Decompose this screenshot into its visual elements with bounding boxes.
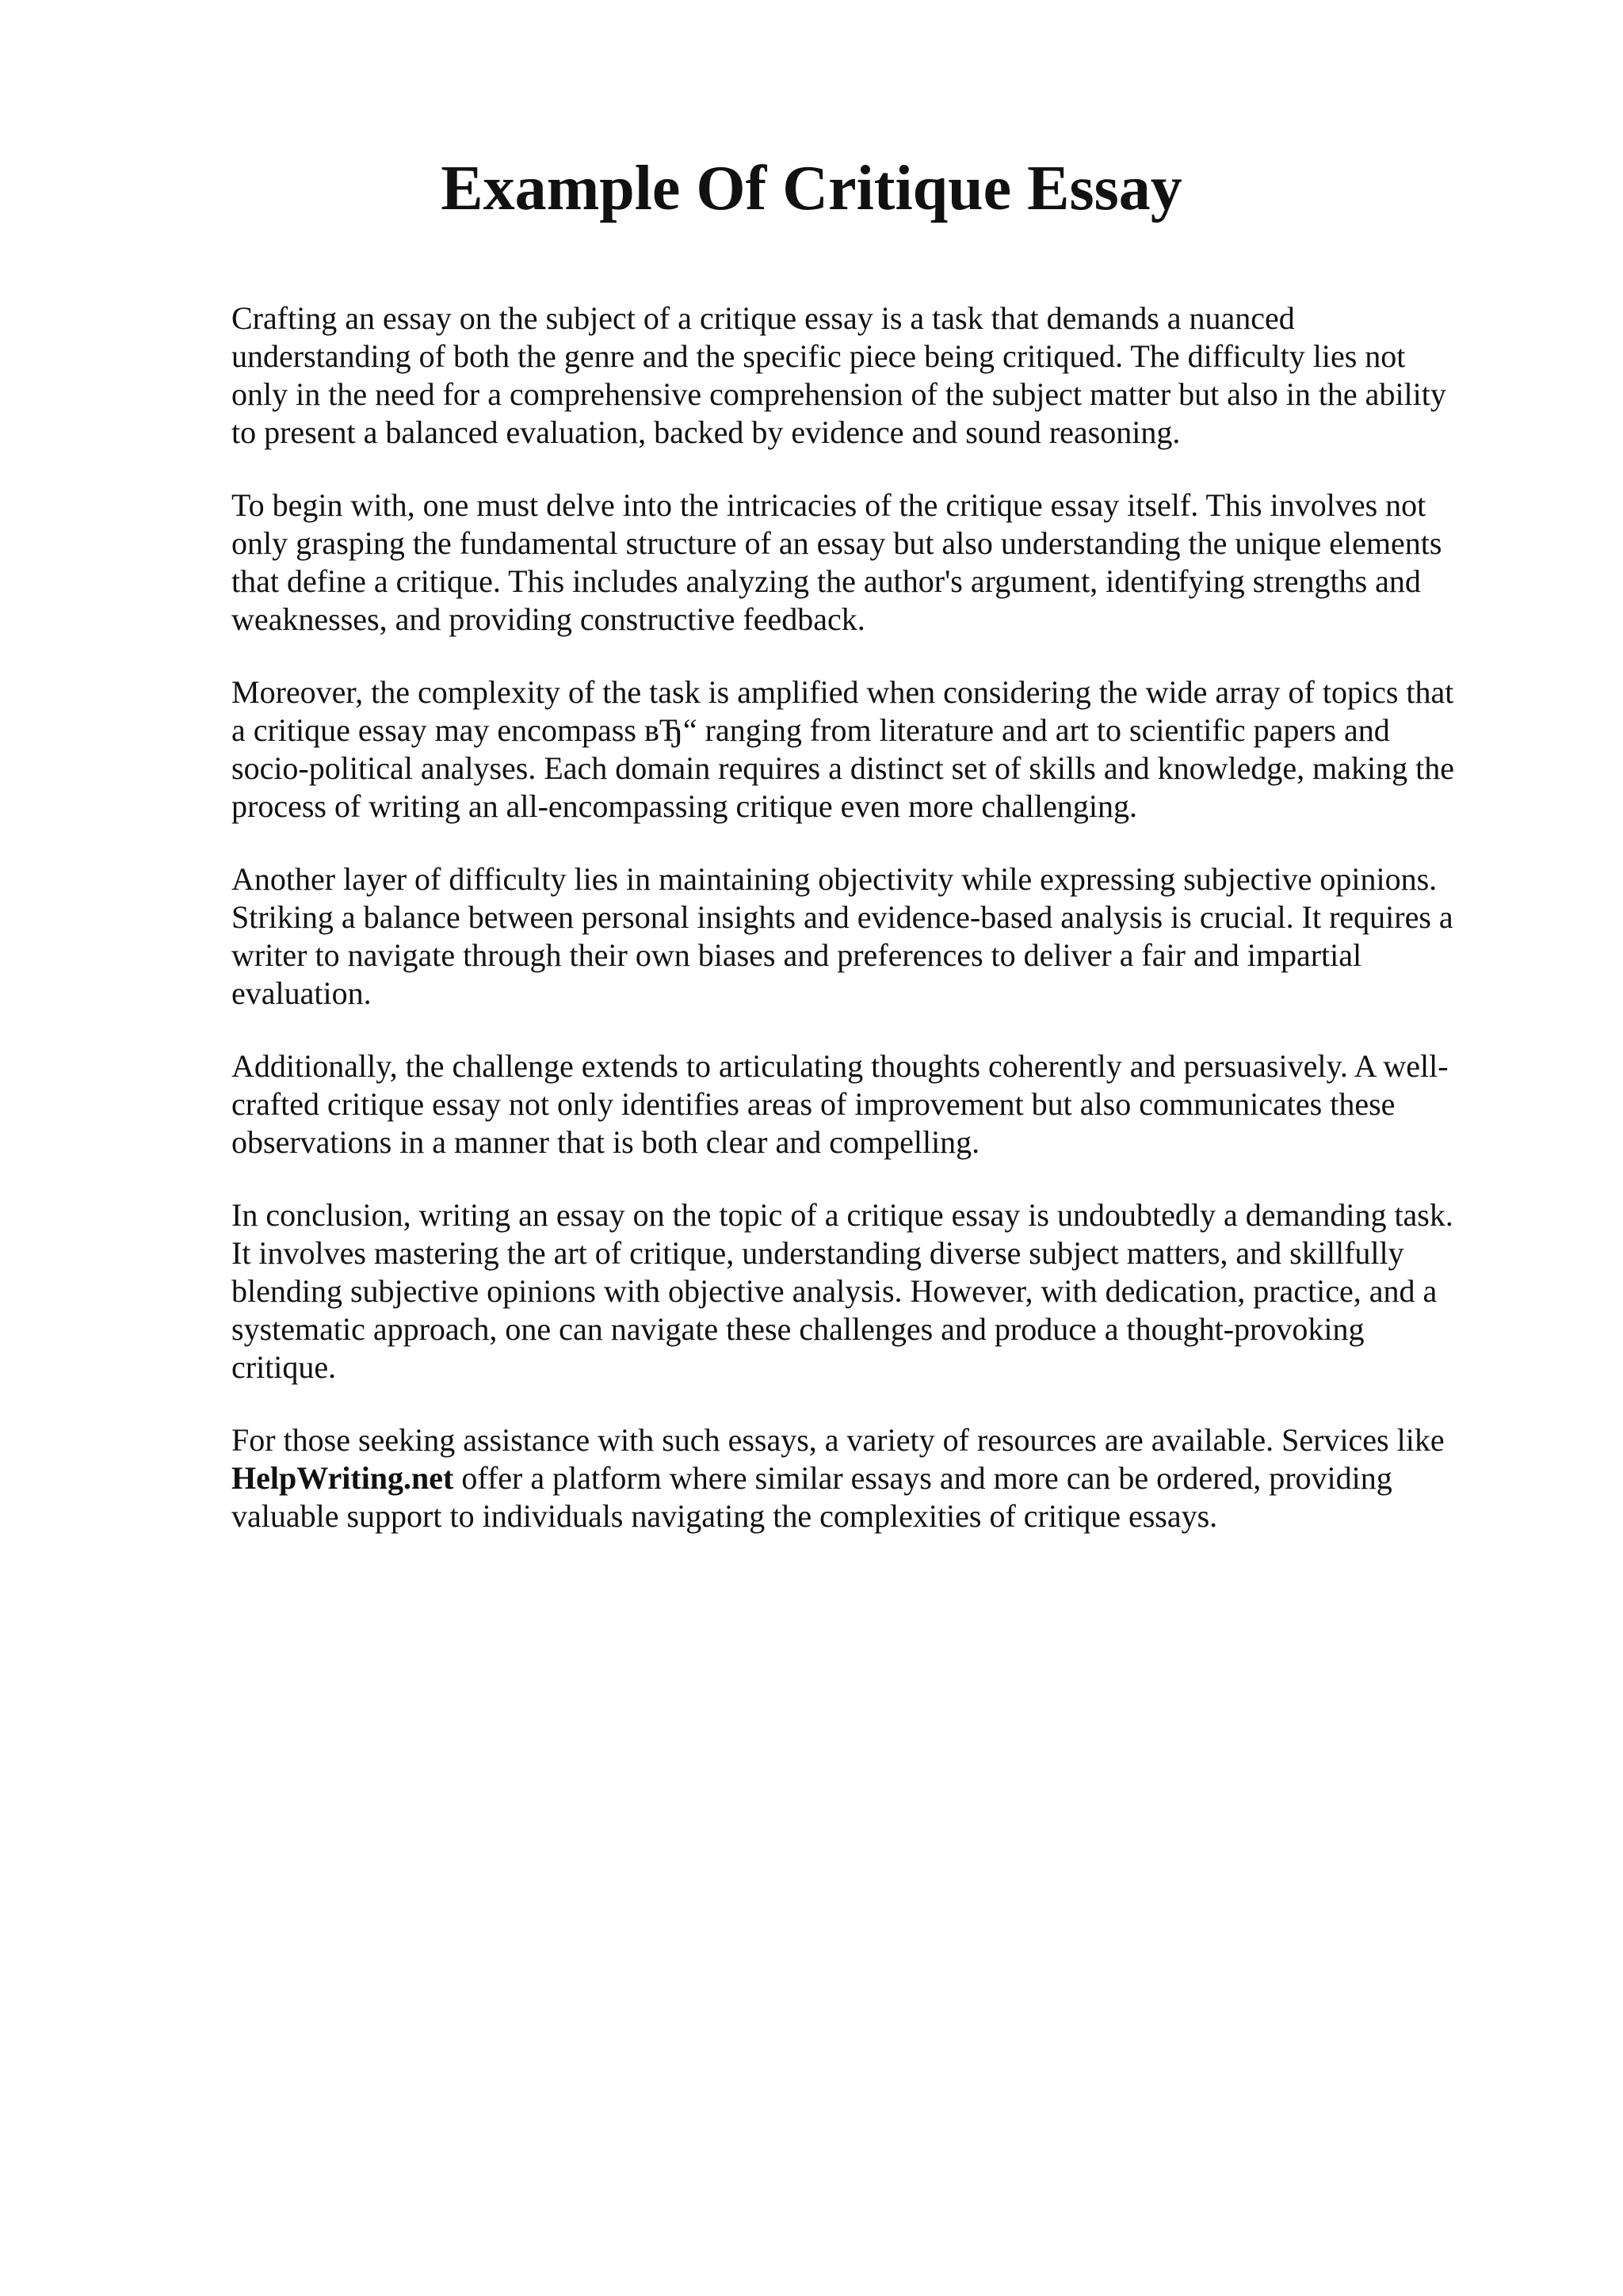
paragraph-closing [231, 1421, 1509, 1535]
paragraph-line: Striking a balance between personal insights and evidence-based analysis is crucial. It requires a [231, 899, 1453, 935]
essay-body [231, 299, 1509, 1570]
paragraph-line: Additionally, the challenge extends to articulating thoughts coherently and persuasively. A well- [231, 1048, 1449, 1084]
paragraph-line: Another layer of difficulty lies in maintaining objectivity while expressing subjective opinions. [231, 861, 1438, 897]
closing-line-rest: offer a platform where similar essays and more can be ordered, providing [453, 1460, 1392, 1496]
paragraph-line: crafted critique essay not only identifies areas of improvement but also communicates these [231, 1086, 1396, 1122]
paragraph-line: socio-political analyses. Each domain requires a distinct set of skills and knowledge, making the [231, 750, 1454, 786]
paragraph-4 [231, 860, 1509, 1013]
paragraph-line: only in the need for a comprehensive comprehension of the subject matter but also in the ability [231, 376, 1446, 412]
paragraph-line: to present a balanced evaluation, backed by evidence and sound reasoning. [231, 414, 1181, 450]
paragraph-line: only grasping the fundamental structure of an essay but also understanding the unique elements [231, 525, 1442, 561]
paragraph-line: It involves mastering the art of critique, understanding diverse subject matters, and skillfully [231, 1235, 1404, 1271]
page-title: Example Of Critique Essay [441, 154, 1182, 223]
paragraph-line: process of writing an all-encompassing critique even more challenging. [231, 788, 1137, 824]
paragraph-line: For those seeking assistance with such essays, a variety of resources are available. Services like [231, 1422, 1445, 1458]
paragraph-line: a critique essay may encompass вЂ“ ranging from literature and art to scientific papers and [231, 712, 1390, 748]
paragraph-line: To begin with, one must delve into the intricacies of the critique essay itself. This involves not [231, 487, 1426, 523]
paragraph-line: weaknesses, and providing constructive feedback. [231, 601, 865, 637]
paragraph-line: valuable support to individuals navigating the complexities of critique essays. [231, 1498, 1218, 1534]
paragraph-line: understanding of both the genre and the specific piece being critiqued. The difficulty lies not [231, 338, 1406, 374]
paragraph-1 [231, 299, 1509, 452]
paragraph-line: In conclusion, writing an essay on the topic of a critique essay is undoubtedly a demanding task. [231, 1197, 1453, 1233]
paragraph-line: Moreover, the complexity of the task is amplified when considering the wide array of topics that [231, 674, 1454, 710]
paragraph-line: that define a critique. This includes analyzing the author's argument, identifying strengths and [231, 563, 1421, 599]
paragraph-2 [231, 486, 1509, 639]
paragraph-line: evaluation. [231, 975, 372, 1011]
paragraph-line: observations in a manner that is both clear and compelling. [231, 1124, 980, 1160]
paragraph-3 [231, 673, 1509, 826]
helpwriting-link[interactable]: HelpWriting.net [231, 1460, 454, 1496]
paragraph-line [231, 1459, 1509, 1497]
paragraph-6 [231, 1196, 1509, 1386]
paragraph-line: writer to navigate through their own biases and preferences to deliver a fair and impartial [231, 937, 1362, 973]
paragraph-5 [231, 1047, 1509, 1161]
paragraph-line: systematic approach, one can navigate these challenges and produce a thought-provoking [231, 1311, 1365, 1347]
paragraph-line: critique. [231, 1349, 337, 1385]
paragraph-line: blending subjective opinions with objective analysis. However, with dedication, practice, and a [231, 1273, 1438, 1309]
paragraph-line: Crafting an essay on the subject of a critique essay is a task that demands a nuanced [231, 300, 1295, 336]
